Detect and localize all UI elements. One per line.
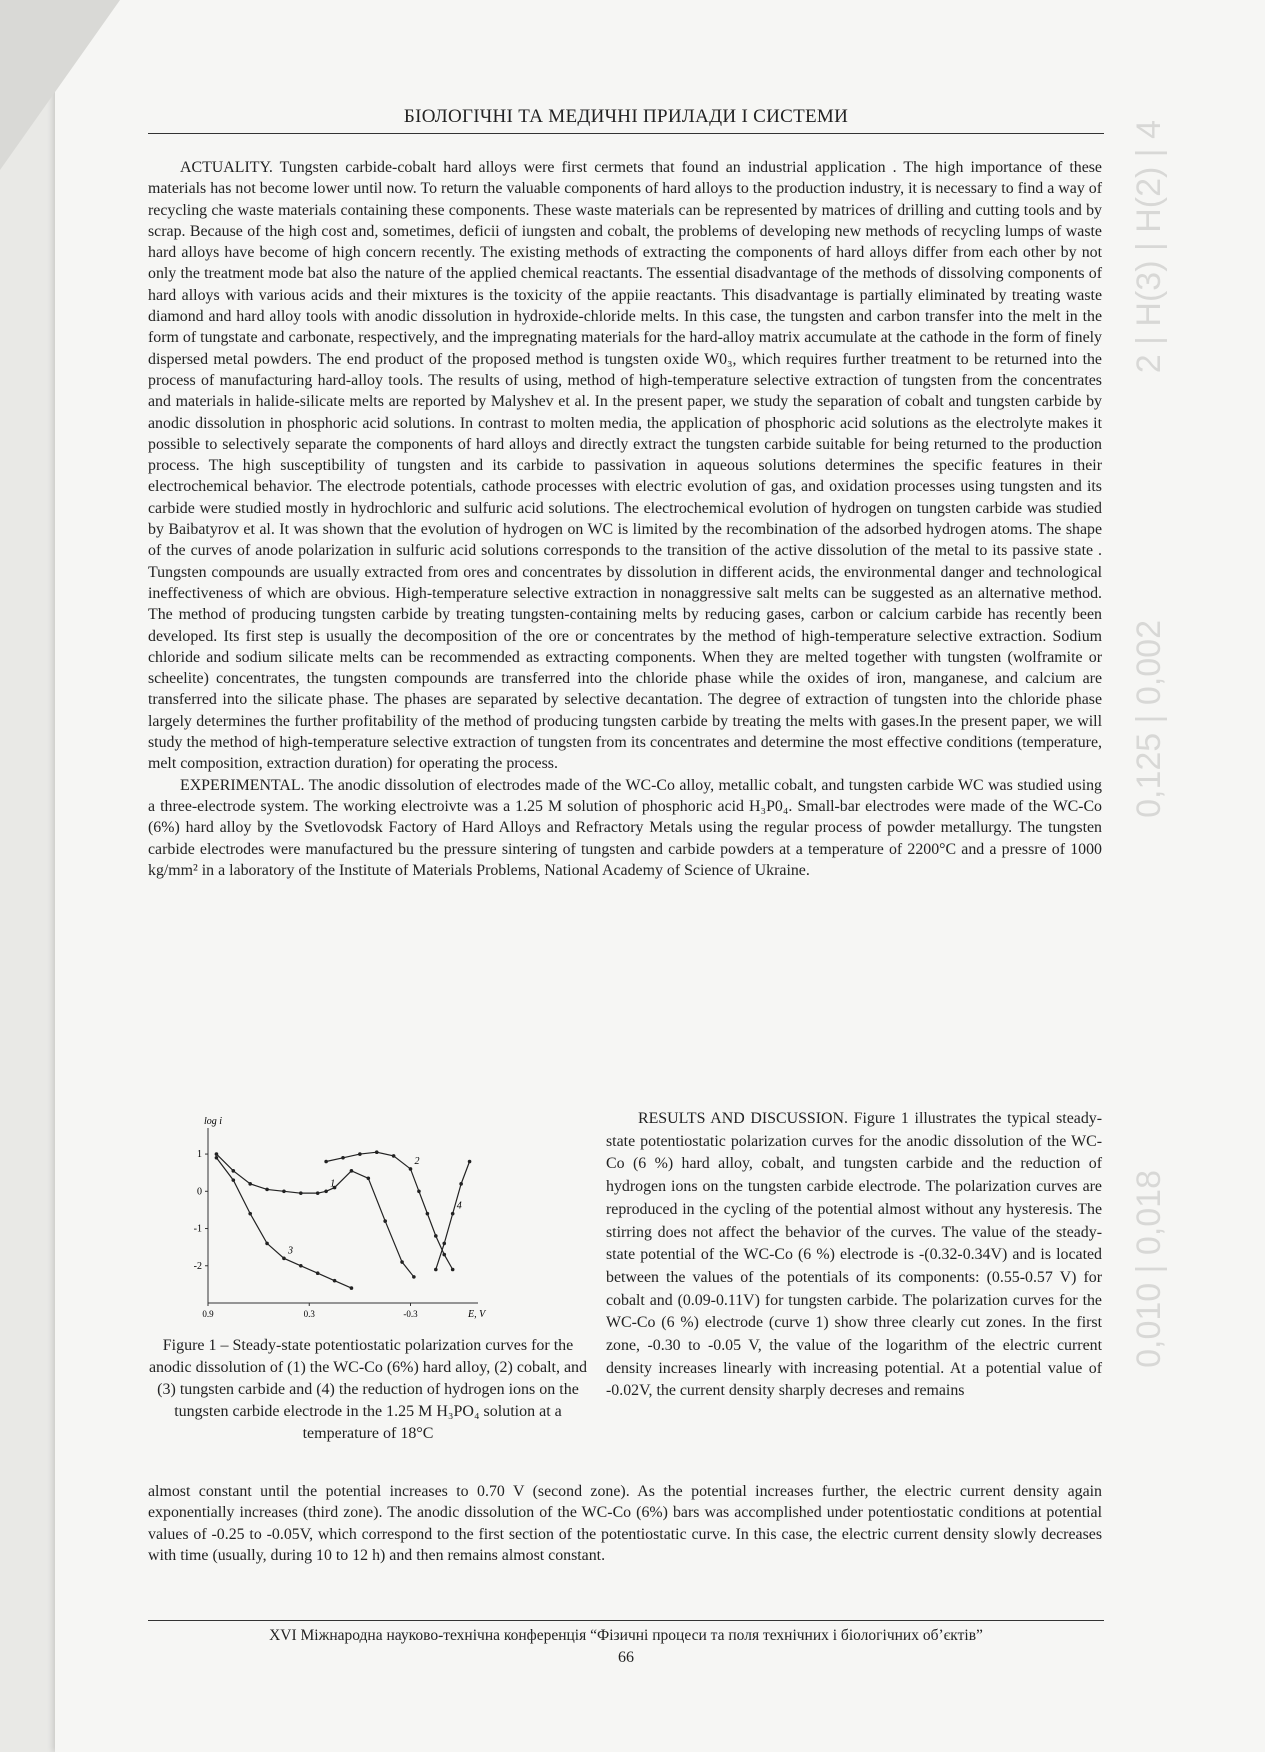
figure-1 bbox=[148, 1108, 588, 1498]
curve-2-point bbox=[409, 1167, 413, 1171]
curve-1-point bbox=[265, 1188, 269, 1192]
page-number: 66 bbox=[618, 1649, 634, 1666]
curve-3-point bbox=[333, 1279, 337, 1283]
x-tick-label: -0.3 bbox=[403, 1309, 418, 1319]
header-rule bbox=[148, 133, 1104, 134]
curve-1-point bbox=[316, 1191, 320, 1195]
curve-label-4: 4 bbox=[456, 1200, 462, 1212]
results-paragraph: RESULTS AND DISCUSSION. Figure 1 illustrates the typical steady-state potentiostatic polarization curves for the anodic dissolution of the WC-Co (6 %) hard alloy, cobalt, and tungsten carbide and the reduction of hydrogen ions on the tungsten carbide electrode. The polarization curves are reproduced in the cycling of the potential almost without any hysteresis. The stirring does not affect the behavior of the curves. The value of the steady-state potential of the WC-Co (6 %) electrode is -(0.32-0.34V) and is located between the values of the potentials of its components: (0.55-0.57 V) for cobalt and (0.09-0.11V) for tungsten carbide. The polarization curves for the WC-Co (6 %) electrode (curve 1) show three clearly cut zones. In the first zone, -0.30 to -0.05 V, the value of the logarithm of the electric current density increases linearly with increasing potential. At a potential value of -0.02V, the current density sharply decreses and remains bbox=[606, 1110, 1102, 1400]
curve-1-point bbox=[299, 1191, 303, 1195]
results-continuation bbox=[148, 1481, 1102, 1566]
curve-1-point bbox=[282, 1189, 286, 1193]
curve-2-point bbox=[358, 1152, 362, 1156]
curve-4 bbox=[436, 1162, 470, 1270]
curve-1-point bbox=[367, 1176, 371, 1180]
results-tail-paragraph: almost constant until the potential increases to 0.70 V (second zone). As the potential increases further, the electric current density again exponentially increases (third zone). The anodic dissolution of the WC-Co (6%) bars was accomplished under potentiostatic conditions at potential values of -0.25 to -0.05V, which correspond to the first section of the potentiostatic curve. In this case, the electric current density slowly decreases with time (usually, during 10 to 12 h) and then remains almost constant. bbox=[148, 1483, 1102, 1564]
curve-2-point bbox=[375, 1150, 379, 1154]
y-tick-label: -2 bbox=[193, 1260, 202, 1272]
curve-1-point bbox=[383, 1219, 387, 1223]
curve-2-point bbox=[324, 1160, 328, 1164]
polarization-chart bbox=[178, 1113, 498, 1333]
curve-4-point bbox=[451, 1212, 455, 1216]
curve-1-point bbox=[324, 1189, 328, 1193]
footer-rule bbox=[148, 1620, 1104, 1621]
article-body bbox=[148, 157, 1102, 881]
actuality-paragraph: ACTUALITY. Tungsten carbide-cobalt hard alloys were first cermets that found an industrial application . The high importance of these materials has not become lower until now. To return the valuable components of hard alloys to the production industry, it is necessary to find a way of recycling che waste materials containing these components. These waste materials can be represented by matrices of drilling and cutting tools and by scrap. Because of the high cost and, sometimes, deficii of iungsten and cobalt, the problems of developing new methods of recycling lumps of waste hard alloys have become of high concern recently. The existing methods of extracting the components of hard alloys differ from each other by not only the treatment mode bat also the nature of the applied chemical reactants. The essential disadvantage of the methods of dissolving components of hard alloys with various acids and their mixtures is the toxicity of the appiie reactants. This disadvantage is partially eliminated by treating waste diamond and hard alloy tools with anodic dissolution in hydroxide-chloride melts. In this case, the tungsten and carbon transfer into the melt in the form of tungstate and carbonate, respectively, and the impregnating materials for the hard-alloy matrix accumulate at the cathode in the form of finely dispersed metal powders. The end product of the proposed method is tungsten oxide W0₃, which requires further treatment to be returned into the process of manufacturing hard-alloy tools. The results of using, method of high-temperature selective extraction of tungsten from the concentrates and materials in halide-silicate melts are reported by Malyshev et al. In the present paper, we study the separation of cobalt and tungsten carbide by anodic dissolution in phosphoric acid solutions. In contrast to molten media, the application of phosphoric acid solutions as the electrolyte makes it possible to selectively separate the components of hard alloys and directly extract the tungsten carbide suitable for being returned to the production process. The high susceptibility of tungsten and its carbide to passivation in aqueous solutions determines the specific features in their electrochemical behavior. The electrode potentials, cathode processes with electric evolution of gas, and oxidation processes using tungsten and its carbide were studied mostly in hydrochloric and sulfuric acid solutions. The electrochemical evolution of hydrogen on tungsten carbide was studied by Baibatyrov et al. It was shown that the evolution of hydrogen on WC is limited by the recombination of the adsorbed hydrogen atoms. The shape of the curves of anode polarization in sulfuric acid solutions corresponds to the transition of the active dissolution of the metal to its passive state . Tungsten compounds are usually extracted from ores and concentrates by dissolution in different acids, the environmental danger and technological ineffectiveness of which are obvious. High-temperature selective extraction in nonaggressive salt melts can be suggested as an alternative method. The method of producing tungsten carbide by treating tungsten-containing melts by reducing gases, carbon or calcium carbide has recently been developed. Its first step is usually the decomposition of the ore or concentrates by the method of high-temperature selective extraction. Sodium chloride and sodium silicate melts can be recommended as extracting components. When they are melted together with tungsten (wolframite or scheelite) concentrates, the tungsten compounds are transferred into the chloride phase while the oxides of iron, manganese, and calcium are transferred into the silicate phase. The phases are separated by selective decantation. The degree of extraction of tungsten into the chloride phase largely determines the further profitability of the method of producing tungsten carbide by treating the melts with gases.In the present paper, we will study the method of high-temperature selective extraction of tungsten from its concentrates and determine the most effective conditions (temperature, melt composition, extraction duration) for operating the process. bbox=[148, 159, 1102, 773]
curve-1-point bbox=[400, 1260, 404, 1264]
x-axis-label: E, V bbox=[468, 1309, 486, 1320]
curve-2-point bbox=[341, 1156, 345, 1160]
curve-2-point bbox=[426, 1212, 430, 1216]
curve-4-point bbox=[434, 1268, 438, 1272]
figure-caption: Figure 1 – Steady-state potentiostatic polarization curves for the anodic dissolution of (1) the WC-Co (6%) hard alloy, (2) cobalt, and (3) tungsten carbide and (4) the reduction of hydrogen ions on the tungsten carbide electrode in the 1.25 M H₃PO₄ solution at a temperature of 18°C bbox=[148, 1337, 588, 1442]
y-axis-label: log i bbox=[204, 1116, 223, 1127]
curve-3-point bbox=[350, 1286, 354, 1290]
conference-footer: XVI Міжнародна науково-технічна конференція “Фізичні процеси та поля технічних і біологічних об’єктів” bbox=[269, 1627, 983, 1644]
y-tick-label: 0 bbox=[197, 1186, 202, 1198]
x-tick-label: 0.9 bbox=[202, 1309, 214, 1319]
curve-1-point bbox=[232, 1169, 236, 1173]
page-fold bbox=[0, 0, 120, 170]
curve-4-point bbox=[468, 1160, 472, 1164]
curve-1-point bbox=[248, 1182, 252, 1186]
curve-1-point bbox=[215, 1152, 219, 1156]
curve-3-point bbox=[299, 1264, 303, 1268]
results-column bbox=[606, 1108, 1102, 1403]
curve-2-point bbox=[434, 1234, 438, 1238]
curve-2-point bbox=[392, 1154, 396, 1158]
y-tick-label: -1 bbox=[193, 1223, 202, 1235]
curve-3-point bbox=[248, 1212, 252, 1216]
x-tick-label: 0.3 bbox=[303, 1309, 315, 1319]
curve-3-point bbox=[215, 1156, 219, 1160]
curve-1-point bbox=[350, 1169, 354, 1173]
y-tick-label: 1 bbox=[197, 1149, 202, 1161]
curve-2-point bbox=[417, 1189, 421, 1193]
curve-2-point bbox=[442, 1253, 446, 1257]
curve-label-1: 1 bbox=[330, 1178, 336, 1190]
curve-2 bbox=[326, 1152, 453, 1269]
curve-3-point bbox=[232, 1178, 236, 1182]
curve-1-point bbox=[412, 1275, 416, 1279]
curve-3-point bbox=[282, 1257, 286, 1261]
curve-4-point bbox=[442, 1242, 446, 1246]
experimental-paragraph: EXPERIMENTAL. The anodic dissolution of electrodes made of the WC-Co alloy, metallic cobalt, and tungsten carbide WC was studied using a three-electrode system. The working electroivte was a 1.25 M solution of phosphoric acid H₃P0₄. Small-bar electrodes were made of the WC-Co (6%) hard alloy by the Svetlovodsk Factory of Hard Alloys and Refractory Metals using the regular process of powder metallurgy. The tungsten carbide electrodes were manufactured bu the pressure sintering of tungsten and carbide powders at a temperature of 2200°C and a pressre of 1000 kg/mm² in a laboratory of the Institute of Materials Problems, National Academy of Science of Ukraine. bbox=[148, 776, 1102, 879]
curve-1 bbox=[216, 1154, 413, 1277]
curve-label-2: 2 bbox=[414, 1155, 420, 1167]
curve-2-point bbox=[451, 1268, 455, 1272]
curve-label-3: 3 bbox=[287, 1245, 293, 1257]
curve-3-point bbox=[265, 1242, 269, 1246]
curve-4-point bbox=[459, 1182, 463, 1186]
curve-3-point bbox=[316, 1271, 320, 1275]
page-header: БІОЛОГІЧНІ ТА МЕДИЧНІ ПРИЛАДИ І СИСТЕМИ bbox=[403, 106, 849, 127]
